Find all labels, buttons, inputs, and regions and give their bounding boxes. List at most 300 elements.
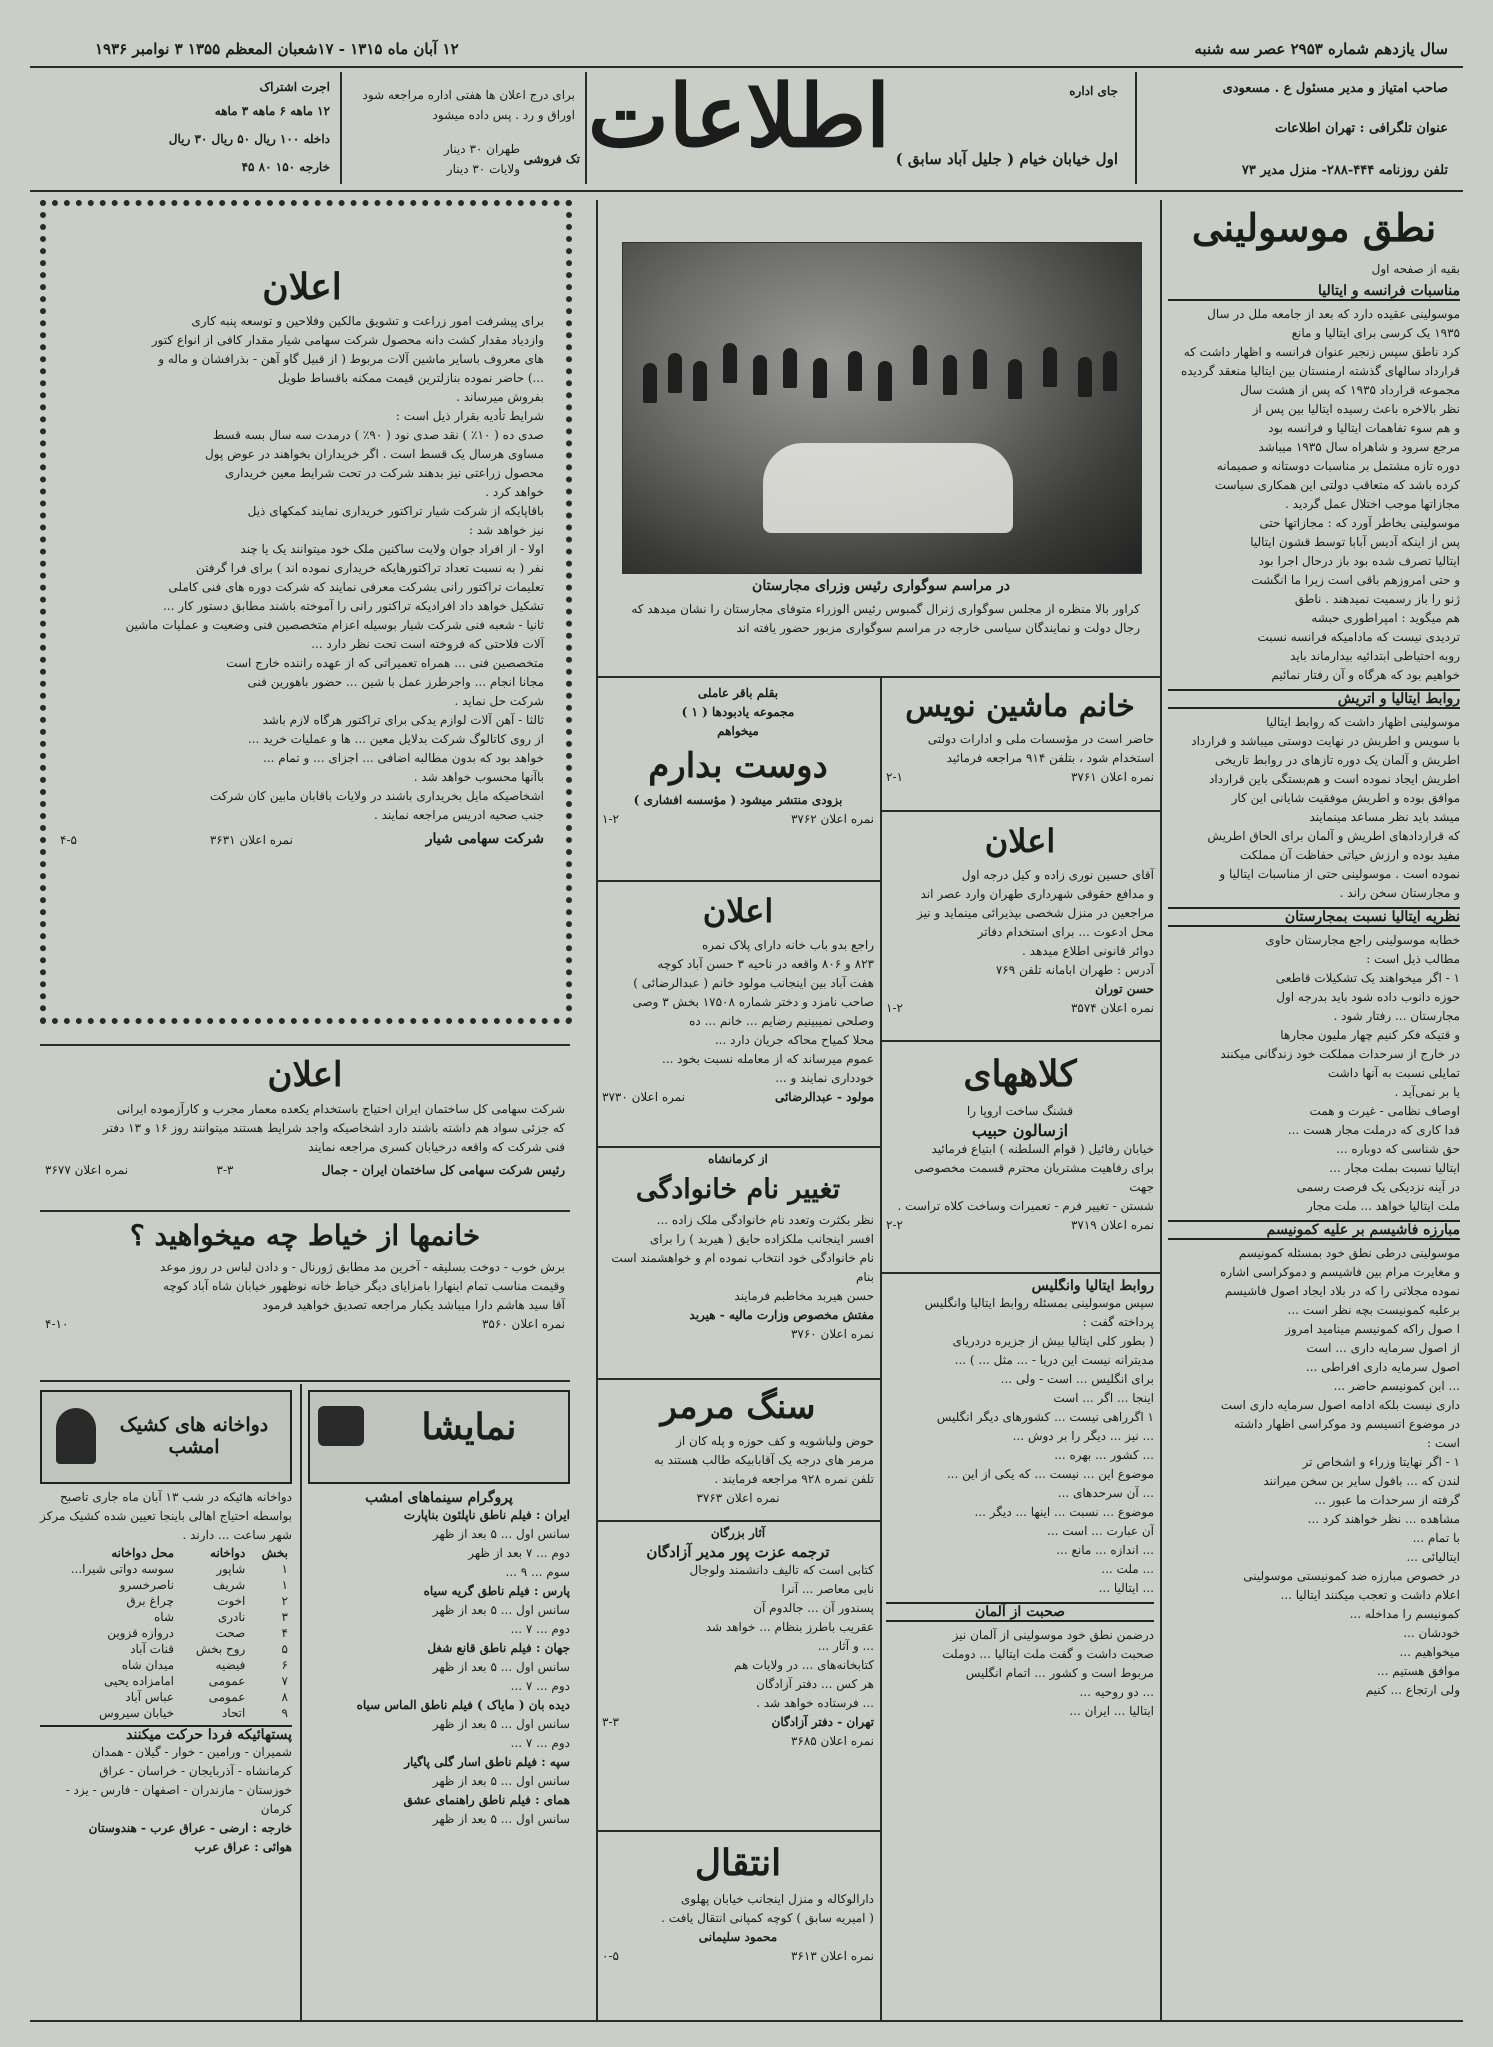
ad-line: خواهد کرد . [485,485,544,499]
pharmacy-cell: ۱ [281,1562,288,1576]
article-line: تمایلی نسبت به آنها داشت [1327,1066,1460,1080]
article-line: موسولینی اظهار داشت که روابط ایتالیا [1266,715,1460,729]
pharmacy-cell: چراغ برق [126,1594,174,1608]
lawyer-ad-code: ۱-۲ [886,1001,903,1015]
article-line: با سویس و اطریش در نهایت دوستی میباشد و قرارداد [1191,734,1460,748]
hats-ad-number: نمره اعلان ۳۷۱۹ [1070,1218,1154,1232]
shiar-ad [60,262,544,850]
pharmacy-cell: ۱ [281,1578,288,1592]
ad-line: آلات فلاحتی که فروخته است تحت نظر دارد ... [311,637,544,651]
shiar-ad-number: نمره اعلان ۳۶۳۱ [209,833,293,847]
sub-foreign: خارجه ۱۵۰ ۸۰ ۴۵ [241,160,330,174]
tailor-ad [45,1214,565,1334]
pharmacy-cell: صحت [215,1626,246,1640]
ad-line: نیز خواهد شد : [469,523,544,537]
move-ad-title: انتقال [694,1842,782,1884]
pharmacy-row [40,1609,292,1625]
ad-line: محلا کمیاح محاکه جریان دارد ... [714,1033,874,1047]
photo-caption-title: در مراسم سوگواری رئیس وزرای مجارستان [752,578,1010,594]
construction-ad-number: نمره اعلان ۳۶۷۷ [45,1163,129,1177]
article-line: موضوع این ... نیست ... که یکی از این ... [946,1467,1154,1481]
ad-line: های معروف باسایر ماشین آلات مربوط ( از قبیل گاو آهن - بذرافشان و ماله و [158,352,544,366]
article-line: اطریش و آلمان یک دوره تازهای در روابط تاریخی [1215,753,1460,767]
typist-ad-body [886,730,1154,768]
ad-line: بفروش میرساند . [456,390,544,404]
cinema-pars: پارس : فیلم ناطق گریه سیاه [423,1584,570,1598]
ad-line: عموم میرساند که از معامله نسبت بخود ... [662,1052,874,1066]
azad-ad-title: ترجمه عزت پور مدیر آزادگان [646,1543,830,1561]
article-line: که قراردادهای اطریش و آلمان برای الحاق اطریش [1207,829,1460,843]
cinema-did-s2: دوم ... ۷ ... [510,1736,570,1750]
article-line: حق شناسی که دوباره ... [1336,1142,1460,1156]
tailor-ad-number: نمره اعلان ۳۵۶۰ [481,1317,565,1331]
article-line: یا بر نمی‌آید . [1394,1085,1460,1099]
ad-line: دارالوکاله و منزل اینجانب خیابان پهلوی [680,1892,874,1906]
article-line: ژنو را باز رسمیت نمیدهند . ناطق [1294,592,1460,606]
col-pharmacy: دواخانه [210,1546,246,1560]
body-austria [1168,713,1460,903]
marble-ad [602,1382,874,1508]
article-title: نطق موسولینی [1191,205,1437,250]
pharmacy-cell: دروازه قزوین [107,1626,174,1640]
azad-ad-code: ۳-۳ [602,1715,619,1729]
lawyer-ad-name: حسن توران [1095,982,1154,996]
typist-ad-number: نمره اعلان ۳۷۶۱ [1070,770,1154,784]
pharmacy-cell: ۳ [281,1610,288,1624]
ad-line: تلفن نمره ۹۲۸ مراجعه فرمایند . [714,1472,874,1486]
book-ad-lead: میخواهم [717,724,759,738]
article-line: کمونیسم را مداخله ... [1349,1607,1460,1621]
single-tehran: طهران ۳۰ دینار [443,142,520,156]
marble-ad-body [602,1432,874,1489]
lawyer-ad-body [886,866,1154,980]
article-line: ایتالیا نسبت بملت مجار ... [1329,1161,1460,1175]
shiar-ad-signature: شرکت سهامی شیار [425,831,544,847]
construction-ad-body [45,1100,565,1157]
lawyer-ad-title: اعلان [984,822,1056,860]
body-hungary [1168,931,1460,1216]
article-line: ... دو روحیه ... [1079,1685,1154,1699]
article-line: مربوط است و کشور ... اتمام انگلیس [965,1666,1154,1680]
move-ad-code: ۰-۵ [602,1949,619,1963]
pharmacy-title: دواخانه های کشیک امشب [119,1414,269,1458]
ad-line: اولا - از افراد جوان ولایت ساکنین ملک خود میتوانند یک یا چند [240,542,544,556]
date-line: ۱۲ آبان ماه ۱۳۱۵ - ۱۷شعبان المعظم ۱۳۵۵ ۳ نوامبر ۱۹۳۶ [95,40,459,58]
cinema-homa-s1: سانس اول ... ۵ بعد از ظهر [432,1812,570,1826]
namechange-from: از کرمانشاه [708,1152,768,1166]
ad-line: مجانا انجام ... واجرطرز عمل با شین ... حضور باهورین فنی [247,675,544,689]
ad-line: باآنها محسوب خواهد شد . [413,770,544,784]
ad-line: نابی معاصر ... آنرا [781,1582,874,1596]
hats-ad-shop: ازسالون حبیب [971,1121,1069,1140]
ad-line: تعلیمات تراکتور رانی بشرکت معرفی نمایند که شرکت دوره های فنی کاملی [168,580,544,594]
ad-line: ... فرستاده خواهد شد . [756,1696,874,1710]
article-line: و مجارستان سخن راند . [1339,886,1460,900]
article-line: اعلام داشت و تعجب میکنند ایتالیا ... [1280,1588,1460,1602]
ad-line: خواهد بود که بدون مطالبه اضافی ... اجزای ... و تمام ... [263,751,544,765]
article-line: در آینه نزدیکی یک فرصت رسمی [1296,1180,1460,1194]
article-line: مجارستان ... رفتار شود . [1333,1009,1460,1023]
article-line: از اصول سرمایه داری ... است [1306,1341,1460,1355]
ad-line: مساوی هرسال یک قسط است . اگر خریداران بخواهند در عوض پول [205,447,544,461]
germany-subhead: صحبت از آلمان [886,1602,1154,1622]
cinema-pars-s2: دوم ... ۷ ... [510,1622,570,1636]
ad-line: ثالثا - آهن آلات لوازم یدکی برای تراکتور هرگاه لازم باشد [262,713,544,727]
article-line: میخواهیم ... [1399,1645,1460,1659]
azad-ad-body [602,1561,874,1713]
ad-line: خیابان رفائیل ( قوام السلطنه ) ابتیاع فرمائید [931,1142,1154,1156]
mowlud-ad-signature: مولود - عبدالرضائی [774,1090,874,1104]
pharmacy-cell: عباس آباد [125,1690,174,1704]
article-line: مفید بوده و ارزش حیاتی حفاظت آن مملکت [1239,848,1460,862]
construction-ad-code: ۳-۳ [216,1163,234,1177]
pharmacy-cell: شاپور [216,1562,246,1576]
article-line: ایتالیا ... ایران ... [1069,1704,1154,1718]
article-line: اطریش ایجاد نموده است و هم‌بستگی باین قرارداد [1209,772,1460,786]
azad-ad-kicker: آثار بزرگان [710,1526,766,1540]
single-prov: ولایات ۳۰ دینار [446,162,520,176]
ad-line: محصول زراعتی نیز بدهند شرکت در تحت شرایط معین خریداری [224,466,544,480]
pharmacy-cell: ۲ [281,1594,288,1608]
construction-ad [45,1050,565,1180]
article-line: در موضوع اتسیسم ود موکراسی اظهار داشته [1233,1417,1460,1431]
ad-line: آقای حسین نوری زاده و کیل درجه اول [961,868,1154,882]
ad-line: آقا سید هاشم دارا میباشد یکبار مراجعه تصدیق خواهید فرمود [262,1298,565,1312]
article-line: و قتیکه فکر کنیم چهار ملیون مجارها [1280,1028,1460,1042]
ad-line: هفت آباد بین اینجانب مولود خانم ( عبدالرضائی ) [633,976,874,990]
post-line: کرمانشاه - آذربایجان - خراسان - عراق [99,1764,292,1778]
ad-line: وازدیاد مقدار کشت دانه محصول شرکت سهامی شیار مقدار کافی از انواع کتور [151,333,544,347]
article-line: در خصوص مبارزه ضد کمونیستی موسولینی [1243,1569,1460,1583]
article-line: ۱ - اگر میخواهند یک تشکیلات قاطعی [1275,971,1460,985]
hats-ad-body [886,1140,1154,1216]
mussolini-article [1168,200,1460,2020]
book-ad-title: دوست بدارم [648,746,828,786]
phone-line: تلفن روزنامه ۴۴۴-۲۸۸- منزل مدیر ۷۳ [1241,163,1448,178]
cinema-iran-s3: سوم ... ۹ ... [505,1565,570,1579]
pharmacy-row [40,1689,292,1705]
article-line: مشاهده ... نظر خواهند کرد ... [1307,1512,1460,1526]
ad-line: آدرس : طهران ابامانه تلفن ۷۶۹ [995,963,1154,977]
italy-england-title: روابط ایتالیا وانگلیس [1031,1278,1154,1294]
article-line: خودشان ... [1403,1626,1460,1640]
article-line: درضمن نطق خود موسولینی از آلمان نیز [952,1628,1154,1642]
cinema-jahan-s2: دوم ... ۷ ... [510,1679,570,1693]
ad-line: متخصصین فنی ... همراه تعمیراتی که از عهده راننده خارج است [226,656,544,670]
cinema-homa: همای : فیلم ناطق راهنمای عشق [403,1793,570,1807]
article-line: مجموعه قرارداد ۱۹۳۵ که پس از هشت سال [1239,383,1460,397]
article-line: مطالب ذیل است : [1366,952,1460,966]
article-line: ا صول راکه کمونیسم میناميد امروز [1285,1322,1460,1336]
article-line: موسولینی درطی نطق خود بمسئله کمونیسم [1238,1246,1460,1260]
subhead-austria: روابط ایتالیا و اتریش [1168,689,1460,709]
book-ad-author: بقلم باقر عاملی [697,686,779,700]
subhead-communism: مبارزه فاشیسم بر علیه کمونیسم [1168,1220,1460,1240]
article-line: هم میگوید : امپراطوری حبشه [1311,611,1460,625]
pharmacy-row [40,1657,292,1673]
cinema-pars-s1: سانس اول ... ۵ بعد از ظهر [432,1603,570,1617]
hats-ad-sub: قشنگ ساخت اروپا را [966,1104,1074,1118]
article-line: دوره تازه مشتمل بر مناسبات دوستانه و صمیمانه [1216,459,1460,473]
ad-line: ۸۲۳ و ۸۰۶ واقعه در ناحیه ۳ حسن آباد کوچه [657,957,874,971]
pharmacy-cell: اتحاد [221,1706,246,1720]
cinema-iran-s1: سانس اول ... ۵ بعد از ظهر [432,1527,570,1541]
article-line: مرجع سرود و شاهراه سال ۱۹۳۵ میباشد [1258,440,1460,454]
pharmacy-row [40,1577,292,1593]
posts-title: پستهائیکه فردا حرکت میکنند [40,1725,292,1743]
ad-line: نفر ( به نسبت تعداد تراکتورهایکه خریداری نموده اند ) برای فرا گرفتن [196,561,544,575]
pharmacy-cell: نادری [217,1610,246,1624]
book-ad-code: ۱-۲ [602,812,619,826]
body-communism [1168,1244,1460,1700]
ad-line: محل ادعوت ... برای استخدام دفاتر [977,925,1154,939]
ad-line: شستن - تغییر فرم - تعمیرات وساخت کلاه تراست . [897,1199,1154,1213]
pharmacy-cell: ناصرخسرو [119,1578,174,1592]
photo-caption-body: کراور بالا منظره از مجلس سوگواری ژنرال گمبوس رئیس الوزراء متوفای مجارستان را نشان میدهد که رجال دولت و نمایندگان سیاسی خارجه در مراسم سوگواری مزبور حضور یافته اند [631,602,1140,635]
ad-line: نام خانوادگی خود انتخاب نموده ام و خواهشمند است بنام [611,1251,874,1284]
cinema-title: پروگرام سینماهای امشب [365,1490,513,1506]
pharmacy-panel [40,1390,292,1857]
pharmacy-cell: ۵ [281,1642,288,1656]
col-district: بخش [261,1546,288,1560]
article-line: حوزه دانوب داده شود باید بدرجه اول [1276,990,1460,1004]
article-line: ۱۹۳۵ یک کرسی برای ایتالیا و مانع [1291,326,1460,340]
ad-line: شرایط تأدیه بقرار ذیل است : [395,409,544,423]
article-line: ... آن سرحدهای ... [1057,1486,1154,1500]
ad-line: شرکت حل نماید . [454,694,544,708]
cinema-banner-title: نمایشا [421,1406,517,1448]
pharmacy-cell: خیابان سیروس [98,1706,174,1720]
article-cont: بقیه از صفحه اول [1371,262,1460,276]
pharmacy-cell: قنات آباد [130,1642,174,1656]
shiar-ad-code: ۴-۵ [60,833,77,847]
article-line: ... کشور ... بهره ... [1054,1448,1154,1462]
article-line: داری نیست بلکه ادامه اصول سرمایه داری است [1220,1398,1460,1412]
article-line: و هم سوء تفاهمات ایتالیا و فرانسه بود [1268,421,1460,435]
sub-label: اجرت اشتراک [259,80,330,94]
posts-foreign: خارجه : ارضی - عراق عرب - هندوستان [88,1821,292,1835]
ad-line: مرمر های درجه یک آقابابیکه طالب هستند به [654,1453,874,1467]
hats-ad [886,1046,1154,1235]
article-line: در خارج از سرحدات مملکت خود زندگانی میکنند [1220,1047,1460,1061]
cinema-jahan-s1: سانس اول ... ۵ بعد از ظهر [432,1660,570,1674]
pharmacy-intro: دواخانه هائیکه در شب ۱۳ آبان ماه جاری تاصبح بواسطه احتیاج اهالی باینجا تعیین شده کشیک مرکز شهر ساعت ... دارند . [40,1490,292,1542]
mowlud-ad-number: نمره اعلان ۳۷۳۰ [602,1090,686,1104]
sub-header: ۱۲ ماهه ۶ ماهه ۳ ماهه [214,104,330,118]
article-line: صحبت داشت و گفت ملت ایتالیا ... دوملت [942,1647,1154,1661]
namechange-ad [602,1150,874,1344]
office-label: جای اداره [1069,84,1118,98]
article-line: خواهیم بود که هرگاه و آن رفتار نمائیم [1271,668,1460,682]
ad-line: پسندور آن ... جالدوم آن [753,1601,874,1615]
article-line: موضوع ... نسبت ... اینها ... دیگر ... [974,1505,1154,1519]
tailor-ad-body [45,1258,565,1315]
article-line: کرد ناطق سپس زنجیر عنوان فرانسه و اظهار داشت که [1183,345,1460,359]
single-label: تک فروشی [523,152,580,166]
owner-line: صاحب امتیاز و مدیر مسئول ع . مسعودی [1222,81,1448,96]
article-line: نموده مجلاتی را که در بلاد ایجاد اصول فاشیسم [1224,1284,1460,1298]
cinema-sepeh: سپه : فیلم ناطق اسار گلی پاگیار [404,1755,570,1769]
article-line: ... اندازه ... مانع ... [1056,1543,1154,1557]
telegraph-line: عنوان تلگرافی : تهران اطلاعات [1274,121,1448,136]
mowlud-ad-body [602,936,874,1088]
article-line: کرده باشد که متعاقب دولتی این همکاری سیاست [1214,478,1460,492]
article-line: لندن که ... بافول سایر بن سخن میرانند [1263,1474,1460,1488]
italy-england-article [886,1278,1154,2018]
pharmacy-cell: ۹ [281,1706,288,1720]
pharmacy-cell: عمومی [208,1674,246,1688]
posts-air: هوائی : عراق عرب [194,1840,292,1854]
article-line: سپس موسولینی بمسئله روابط ایتالیا وانگلیس [924,1296,1154,1310]
typist-ad-code: ۲-۱ [886,770,903,784]
issue-line: سال یازدهم شماره ۲۹۵۳ عصر سه شنبه [1194,40,1448,58]
italy-england-body [886,1294,1154,1598]
pharmacist-icon [56,1408,96,1464]
pharmacy-row [40,1641,292,1657]
article-line: است : [1426,1436,1460,1450]
construction-ad-signature: رئیس شرکت سهامی کل ساختمان ایران - جمال [321,1163,565,1177]
ad-line: وقیمت مناسب تمام اینهارا بامزایای دیگر خیاط خانه نوظهور خیابان شاه آباد کوچه [162,1279,565,1293]
ad-line: ثانیا - شعبه فنی شرکت شیار بوسیله اعزام متخصصین فنی وضعیت و عملیات ماشین [125,618,544,632]
move-ad-body [602,1890,874,1928]
ad-line: برای پیشرفت امور زراعت و تشویق مالکین وفلاحین و توسعه پنبه کاری [191,314,544,328]
cinema-banner [308,1390,570,1484]
lawyer-ad-number: نمره اعلان ۳۵۷۴ [1070,1001,1154,1015]
ad-line: برای رفاهیت مشتریان محترم قسمت مخصوصی جهت [914,1161,1154,1194]
pharmacy-cell: فیضیه [215,1658,246,1672]
article-line: ایتالیا تصرف شده بود باز درحال اجرا بود [1258,554,1460,568]
article-line: ... ایتالیا ... [1098,1581,1154,1595]
pharmacy-cell: ۴ [281,1626,288,1640]
ad-line: از روی کاتالوگ شرکت بدلایل معین ... ها و عملیات خرید ... [247,732,544,746]
ad-line: که جزئی سواد هم داشته باشند دارد اشخاصیکه واجد شرایط هستند میتوانند روز ۱۶ و ۱۳ دفتر [103,1121,565,1135]
pharmacy-cell: روح بخش [195,1642,246,1656]
pharmacy-cell: شریف [212,1578,246,1592]
post-line: خوزستان - مازندران - اصفهان - فارس - یزد - کرمان [65,1783,292,1816]
page-bottom-rule [30,2020,1463,2022]
funeral-photo [622,242,1142,574]
article-line: ( بطور کلی ایتالیا بیش از جزیره دردریای [952,1334,1154,1348]
marble-ad-title: سنگ مرمر [660,1387,816,1427]
ad-line: جنب صحیه ادریس مراجعه نمایند . [373,808,544,822]
article-line: ملت ایتالیا خواهد ... ملت مجار [1307,1199,1460,1213]
ad-line: افسر اینجانب ملکزاده حایق ( هیربد ) را برای [649,1232,874,1246]
azad-ad-number: نمره اعلان ۳۶۸۵ [790,1734,874,1748]
pharmacy-cell: ۸ [281,1690,288,1704]
ad-line: باقاپایکه از شرکت شیار تراکتور خریداری نمایند کمکهای ذیل [247,504,544,518]
germany-body [886,1626,1154,1721]
pharmacy-cell: شاه [154,1610,174,1624]
pharmacy-cell: عمومی [208,1690,246,1704]
ad-line: کتابی است که تالیف دانشمند ولوجال [689,1563,874,1577]
article-line: برعلیه کمونیست بچه نظر است ... [1287,1303,1460,1317]
ad-line: دوائر قانونی اطلاع میدهد . [1022,944,1154,958]
pharmacy-banner [40,1390,292,1484]
ad-line: تشکیل خواهد داد افرادیکه تراکتور رانی را آموخته باشند مطابق دستور کار ... [162,599,544,613]
ad-line: ...) حاضر نموده بنازلترین قیمت ممکنه باقساط طویل [277,371,544,385]
article-line: پرداخته گفت : [1082,1315,1154,1329]
ad-line: مراجعین در منزل شخصی بپذیرائی مینماید و نیز [917,906,1154,920]
hats-ad-title: کلاههای [963,1053,1077,1095]
article-line: برای انگلیس ... است - ولی ... [1000,1372,1154,1386]
article-line: اوصاف نظامی - غیرت و همت [1309,1104,1460,1118]
article-line: موسولینی عقیده دارد که بعد از جامعه ملل در سال [1207,307,1460,321]
article-line: و حتی امروزهم باقی است زیرا ما انگشت [1251,573,1460,587]
move-ad-number: نمره اعلان ۳۶۱۳ [790,1949,874,1963]
article-line: ... ملت ... [1101,1562,1154,1576]
ad-line: شرکت سهامی کل ساختمان ایران احتیاج باستخدام یکعده معمار مجرب و کارآزموده ایرانی [116,1102,565,1116]
ad-line: خودداری نمایند و ... [775,1071,874,1085]
tailor-ad-title: خانمها از خیاط چه میخواهید ؟ [129,1219,481,1252]
pharmacy-cell: میدان شاه [121,1658,174,1672]
namechange-body [602,1211,874,1306]
move-ad [602,1836,874,1966]
body-france [1168,305,1460,685]
ad-line: نظر بکثرت وتعدد نام خانوادگی ملک زاده ... [656,1213,874,1227]
ad-line: ( امیریه سابق ) کوچه کمپانی انتقال یافت . [661,1911,874,1925]
namechange-title: تغییر نام خانوادگی [635,1174,841,1205]
namechange-signature: مفتش مخصوص وزارت مالیه - هیربد [689,1308,874,1322]
mowlud-ad-title: اعلان [702,892,774,930]
pharmacy-cell: سوسه دواتی شیرا... [70,1562,174,1576]
ad-line: هر کس ... دفتر آزادگان [756,1677,874,1691]
pharmacy-row [40,1561,292,1577]
newspaper-logo: اطلاعات [587,66,890,167]
pharmacy-row [40,1593,292,1609]
move-ad-signature: محمود سلیمانی [698,1930,778,1944]
article-line: پس از اینکه آدیس آبابا توسط قشون ایتالیا [1250,535,1460,549]
article-line: فدا کاری که درملت مجار هست ... [1287,1123,1460,1137]
pharmacy-row [40,1625,292,1641]
construction-ad-title: اعلان [267,1055,343,1095]
posts-lines [40,1743,292,1819]
article-line: تردیدی نیست که مادامیکه فرانسه نسبت [1257,630,1460,644]
subhead-hungary: نظریه ایتالیا نسبت بمجارستان [1168,907,1460,927]
ad-line: برش خوب - دوخت بسلیقه - آخرین مد مطابق ژورنال - و دادن لباس در روز موعد [160,1260,565,1274]
hats-ad-code: ۲-۲ [886,1218,903,1232]
col-place: محل دواخانه [111,1546,174,1560]
article-line: نظر بالاخره باعث رسیده ایتالیا بین پس از [1252,402,1460,416]
article-line: میشد باید نظر مساعد مینمایند [1309,810,1460,824]
cinema-panel [308,1390,570,1829]
article-line: قرارداد سالهای گذشته ارمنستان بین ایتالیا منعقد گردیده [1180,364,1460,378]
mowlud-ad [602,886,874,1107]
ad-line: راجع بدو باب خانه دارای پلاک نمره [701,938,874,952]
pharmacy-cell: ۶ [281,1658,288,1672]
office-address: اول خیابان خیام ( جلیل آباد سابق ) [895,150,1118,168]
article-line: اصول سرمایه داری افراطی ... [1305,1360,1460,1374]
pharmacy-row [40,1673,292,1689]
ad-line: فنی شرکت که واقعه درخیابان کسری مراجعه نمایند [308,1140,565,1154]
ad-line: صدی ده ( ۱۰٪ ) نقد صدی نود ( ۹۰٪ ) درمدت سه سال بسه قسط [213,428,544,442]
book-ad [602,684,874,829]
article-line: ... ابن کمونیسم حاضر ... [1333,1379,1460,1393]
pharmacy-cell: ۷ [281,1674,288,1688]
cinema-sepeh-s1: سانس اول ... ۵ بعد از ظهر [432,1774,570,1788]
article-line: موافق هستیم ... [1376,1664,1460,1678]
cinema-iran: ایران : فیلم ناطق ناپلئون بناپارت [403,1508,570,1522]
typist-ad [886,684,1154,787]
article-line: ولی ارتجاع ... کنیم [1365,1683,1460,1697]
masthead-bottom-rule [30,190,1463,192]
book-ad-number: نمره اعلان ۳۷۶۲ [790,812,874,826]
ad-line: و مدافع حقوقی شهرداری طهران وارد عصر اند [920,887,1154,901]
book-ad-sub: مجموعه یادبودها ( ۱ ) [681,705,795,719]
article-line: آن عبارت ... است ... [1047,1524,1154,1538]
pharmacy-cell: امامزاده یحیی [104,1674,174,1688]
tailor-ad-code: ۴-۱۰ [45,1317,69,1331]
article-line: نموده است . موسولینی حتی از مناسبات ایتالیا و [1219,867,1460,881]
